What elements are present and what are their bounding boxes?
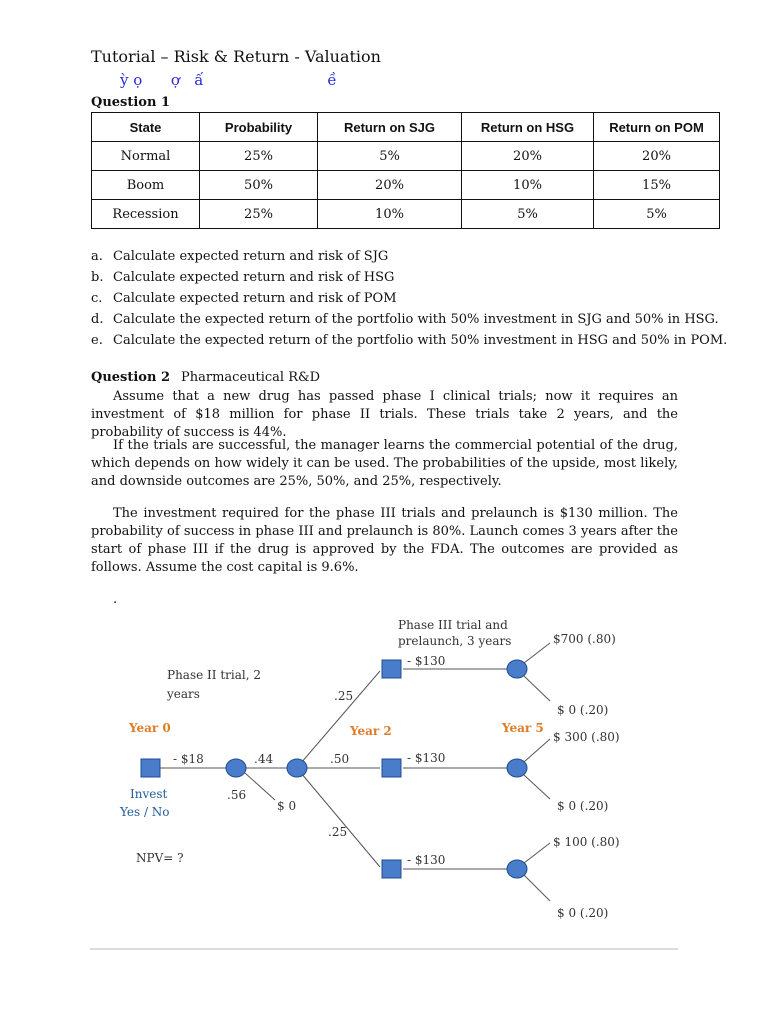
list-text: Calculate expected return and risk of POM [113,291,397,306]
chance-node-phase3-mid [507,759,527,777]
list-letter: a. [91,249,103,264]
table-cell: 20% [318,171,462,200]
page-title: Tutorial – Risk & Return - Valuation [91,47,381,66]
table-cell: 25% [200,142,318,171]
phase3-cost-up: - $130 [407,654,446,668]
connector-line [524,739,550,762]
chance-node-phase3-down [507,860,527,878]
returns-table [91,112,720,229]
prob-upside-label: .25 [334,689,354,703]
year-2-label: Year 2 [350,724,392,738]
list-letter: b. [91,270,104,285]
decision-node-phase3-up [382,660,401,678]
prob-downside-label: .25 [328,825,348,839]
table-cell: 5% [462,200,594,229]
connector-line [524,775,550,799]
table-cell: 5% [318,142,462,171]
table-cell: Normal [92,142,200,171]
column-header: Return on HSG [462,113,594,142]
question-1-tasks [91,246,727,351]
table-cell: Recession [92,200,200,229]
invest-label-line2: Yes / No [120,805,170,819]
paragraph: The investment required for the phase III trials and prelaunch is $130 million. The probability of success in phase III and prelaunch is 80%. Launch comes 3 years after the start of phase III if the drug is approved by the FDA. The outcomes are provided as follows. Assume the cost capital is 9.6%. [91,506,678,575]
table-cell: 5% [594,200,720,229]
decision-node-invest [141,759,160,777]
prob-success-label: .44 [254,752,274,766]
table-cell: 10% [318,200,462,229]
table-cell: 20% [462,142,594,171]
horizontal-divider [90,948,678,950]
table-cell: 25% [200,200,318,229]
phase2-label-line1: Phase II trial, 2 [167,668,261,682]
question-1-heading: Question 1 [91,95,171,110]
table-row [92,200,720,229]
phase3-cost-mid: - $130 [407,751,446,765]
table-cell: Boom [92,171,200,200]
table-cell: 15% [594,171,720,200]
column-header: Return on POM [594,113,720,142]
table-row [92,171,720,200]
table-row [92,142,720,171]
paragraph: Assume that a new drug has passed phase I clinical trials; now it requires an investment of $18 million for phase II trials. These trials take 2 years, and the probability of success is 44%. [91,389,678,440]
connector-line [524,843,550,863]
column-header: Return on SJG [318,113,462,142]
list-item [91,246,727,267]
connector-line [301,671,380,763]
list-item [91,288,727,309]
outcome-mid-success: $ 300 (.80) [553,730,620,744]
list-text: Calculate expected return and risk of SJG [113,249,389,264]
phase3-cost-down: - $130 [407,853,446,867]
prob-fail-label: .56 [227,788,247,802]
invest-cost: - $18 [173,752,204,766]
stray-dot: . [113,592,118,607]
decision-tree [90,603,680,943]
question-2-subtitle: Pharmaceutical R&D [181,370,320,385]
prob-mid-label: .50 [330,752,350,766]
table-cell: 20% [594,142,720,171]
fail-payoff: $ 0 [277,799,297,813]
garbled-vietnamese-text: ỳ ọ ợ ấ ề [120,71,337,89]
phase3-label-line1: Phase III trial and [398,618,508,632]
list-letter: d. [91,312,104,327]
phase2-label-line2: years [167,687,200,701]
connector-line [524,875,550,901]
outcome-mid-fail: $ 0 (.20) [557,799,609,813]
table-cell: 10% [462,171,594,200]
npv-label: NPV= ? [136,851,184,865]
phase3-label-line2: prelaunch, 3 years [398,634,512,648]
outcome-down-fail: $ 0 (.20) [557,906,609,920]
decision-node-phase3-down [382,860,401,878]
chance-node-phase2 [226,759,246,777]
column-header: Probability [200,113,318,142]
chance-node-phase3-up [507,660,527,678]
list-letter: e. [91,333,103,348]
list-text: Calculate expected return and risk of HSG [113,270,395,285]
question-2-heading: Question 2 [91,370,171,385]
outcome-down-success: $ 100 (.80) [553,835,620,849]
connector-line [301,773,380,867]
outcome-up-fail: $ 0 (.20) [557,703,609,717]
paragraph: If the trials are successful, the manager learns the commercial potential of the drug, which depends on how widely it can be used. The probabilities of the upside, most likely, and downside outcomes are 25%, 50%, and 25%, respectively. [91,438,678,489]
list-item [91,267,727,288]
connector-line [524,676,550,701]
table-cell: 50% [200,171,318,200]
list-letter: c. [91,291,103,306]
column-header: State [92,113,200,142]
list-text: Calculate the expected return of the portfolio with 50% investment in HSG and 50% in POM. [113,333,728,348]
list-item [91,309,727,330]
year-0-label: Year 0 [129,721,171,735]
outcome-up-success: $700 (.80) [553,632,616,646]
decision-node-phase3-mid [382,759,401,777]
connector-line [245,773,275,800]
year-5-label: Year 5 [502,721,544,735]
table-header-row [92,113,720,142]
list-text: Calculate the expected return of the portfolio with 50% investment in SJG and 50% in HSG. [113,312,719,327]
chance-node-market [287,759,307,777]
invest-label-line1: Invest [130,787,168,801]
connector-line [524,643,550,663]
list-item [91,330,727,351]
